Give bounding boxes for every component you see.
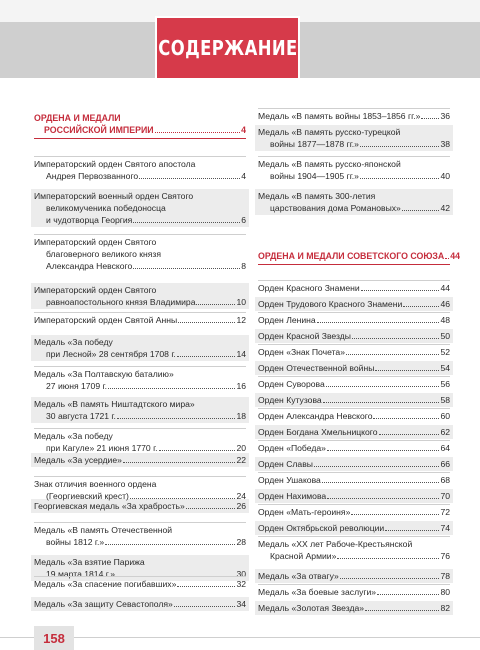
toc-line	[258, 202, 450, 214]
toc-title: Орден Отечественной войны	[258, 363, 375, 373]
toc-line	[34, 380, 246, 392]
dot-leader	[186, 508, 236, 509]
toc-page-number: 62	[440, 427, 450, 437]
toc-title: войны 1877—1878 гг.»	[270, 139, 359, 149]
toc-line	[34, 442, 246, 454]
toc-line	[258, 282, 450, 294]
toc-line	[34, 598, 246, 610]
toc-line	[34, 202, 246, 214]
entry-separator	[258, 280, 450, 281]
entry-separator	[258, 584, 450, 585]
toc-entry	[258, 378, 450, 390]
toc-page-number: 64	[440, 443, 450, 453]
dot-leader	[178, 322, 235, 323]
dot-leader	[352, 338, 439, 339]
toc-title: и чудотворца Георгия	[46, 215, 133, 225]
dot-leader	[351, 514, 439, 515]
toc-title: Георгиевская медаль «За храбрость»	[34, 501, 185, 511]
toc-title: Императорский военный орден Святого	[34, 191, 194, 201]
dot-leader	[322, 482, 440, 483]
toc-entry	[34, 158, 246, 182]
toc-title: при Кагуле» 21 июня 1770 г.	[46, 443, 158, 453]
entry-separator	[258, 156, 450, 157]
dot-leader	[385, 530, 439, 531]
toc-line	[34, 398, 246, 410]
toc-entry	[258, 586, 450, 598]
toc-entry	[34, 314, 246, 326]
toc-entry	[34, 190, 246, 226]
entry-separator	[34, 476, 246, 477]
entry-separator	[258, 344, 450, 345]
entry-separator	[258, 376, 450, 377]
toc-title: Орден Суворова	[258, 379, 325, 389]
toc-title: Императорский орден Святого	[34, 285, 157, 295]
toc-title: Императорский орден Святой Анны	[34, 315, 178, 325]
dot-leader	[403, 306, 439, 307]
dot-leader	[317, 322, 440, 323]
entry-separator	[258, 440, 450, 441]
title-tab	[155, 16, 300, 80]
toc-page-number: 46	[440, 299, 450, 309]
toc-entry	[34, 430, 246, 454]
toc-page-number: 26	[236, 501, 246, 511]
dot-leader	[445, 258, 449, 259]
dot-leader	[196, 304, 235, 305]
dot-leader	[377, 594, 439, 595]
toc-line	[258, 346, 450, 358]
toc-page-number: 30	[236, 569, 246, 579]
toc-title: Медаль «В память войны 1853–1856 гг.»	[258, 111, 421, 121]
dot-leader	[177, 356, 236, 357]
toc-page-number: 76	[440, 551, 450, 561]
toc-line	[258, 330, 450, 342]
toc-line	[34, 190, 246, 202]
dot-leader	[155, 132, 240, 133]
toc-line	[34, 430, 246, 442]
toc-title: Медаль «За спасение погибавших»	[34, 579, 177, 589]
toc-line	[34, 260, 246, 272]
toc-line	[258, 550, 450, 562]
toc-line	[258, 538, 450, 550]
toc-entry	[258, 346, 450, 358]
toc-title: Медаль «За отвагу»	[258, 571, 339, 581]
toc-page-number: 12	[236, 315, 246, 325]
dot-leader	[314, 466, 440, 467]
toc-entry	[258, 474, 450, 486]
toc-title: Орден Нахимова	[258, 491, 327, 501]
toc-page-number: 52	[440, 347, 450, 357]
toc-title: Медаль «За усердие»	[34, 455, 122, 465]
section-underline	[34, 138, 246, 139]
toc-title: Орден Красного Знамени	[258, 283, 360, 293]
toc-title: царствования дома Романовых»	[270, 203, 401, 213]
toc-title: Медаль «Золотая Звезда»	[258, 603, 365, 613]
toc-title: Императорский орден Святого	[34, 237, 157, 247]
entry-separator	[34, 366, 246, 367]
toc-line	[34, 296, 246, 308]
toc-line	[258, 586, 450, 598]
dot-leader	[105, 544, 235, 545]
toc-line	[258, 410, 450, 422]
toc-line	[34, 158, 246, 170]
toc-page-number: 20	[236, 443, 246, 453]
dot-leader	[123, 462, 236, 463]
toc-entry	[34, 524, 246, 548]
toc-title: Орден Славы	[258, 459, 313, 469]
toc-title: Орден Александра Невского	[258, 411, 373, 421]
toc-page-number: 50	[440, 331, 450, 341]
toc-entry	[34, 478, 246, 502]
entry-separator	[34, 156, 246, 157]
toc-line	[34, 410, 246, 422]
toc-page-number: 22	[236, 455, 246, 465]
toc-entry	[34, 398, 246, 422]
toc-line	[258, 190, 450, 202]
dot-leader	[323, 402, 440, 403]
toc-line	[258, 426, 450, 438]
dot-leader	[327, 498, 439, 499]
toc-title: Медаль «В память Отечественной	[34, 525, 173, 535]
toc-line	[34, 500, 246, 512]
toc-page-number: 34	[236, 599, 246, 609]
entry-separator	[34, 522, 246, 523]
toc-entry	[258, 394, 450, 406]
toc-entry	[258, 426, 450, 438]
toc-page-number: 56	[440, 379, 450, 389]
toc-page-number: 18	[236, 411, 246, 421]
toc-line	[34, 124, 246, 136]
dot-leader	[117, 418, 236, 419]
toc-entry	[34, 336, 246, 360]
toc-title: благоверного великого князя	[46, 249, 161, 259]
entry-separator	[34, 428, 246, 429]
dot-leader	[346, 354, 439, 355]
toc-entry	[258, 602, 450, 614]
toc-line	[34, 556, 246, 568]
toc-page-number: 28	[236, 537, 246, 547]
toc-line	[258, 298, 450, 310]
dot-leader	[174, 606, 236, 607]
toc-section-heading	[34, 112, 246, 136]
toc-line	[258, 126, 450, 138]
toc-line	[258, 378, 450, 390]
toc-line	[258, 110, 450, 122]
toc-entry	[258, 570, 450, 582]
toc-title: Александра Невского	[46, 261, 133, 271]
dot-leader	[361, 290, 440, 291]
page-title: СОДЕРЖАНИЕ	[157, 36, 298, 60]
toc-line	[258, 506, 450, 518]
toc-title: Медаль «За защиту Севастополя»	[34, 599, 173, 609]
dot-leader	[421, 118, 439, 119]
toc-entry	[34, 500, 246, 512]
toc-title: 19 марта 1814 г.»	[46, 569, 115, 579]
toc-title: Медаль «За взятие Парижа	[34, 557, 145, 567]
toc-title: Медаль «В память русско-японской	[258, 159, 401, 169]
toc-line	[258, 362, 450, 374]
entry-separator	[34, 576, 246, 577]
toc-line	[258, 442, 450, 454]
toc-page-number: 24	[236, 491, 246, 501]
toc-line	[34, 536, 246, 548]
toc-line	[258, 314, 450, 326]
toc-title: великомученика победоносца	[46, 203, 166, 213]
toc-line	[258, 490, 450, 502]
toc-page-number: 54	[440, 363, 450, 373]
toc-page-number: 66	[440, 459, 450, 469]
toc-title: Орден Богдана Хмельницкого	[258, 427, 378, 437]
toc-entry	[258, 490, 450, 502]
toc-title: (Георгиевский крест)	[46, 491, 129, 501]
dot-leader	[360, 178, 439, 179]
toc-line	[34, 578, 246, 590]
toc-page-number: 32	[236, 579, 246, 589]
toc-entry	[258, 506, 450, 518]
toc-line	[34, 284, 246, 296]
toc-page-number: 78	[440, 571, 450, 581]
toc-entry	[258, 190, 450, 214]
toc-line	[258, 158, 450, 170]
page-number: 158	[34, 626, 74, 650]
toc-line	[34, 236, 246, 248]
toc-title: равноапостольного князя Владимира	[46, 297, 196, 307]
toc-title: при Лесной» 28 сентября 1708 г.	[46, 349, 176, 359]
toc-page-number: 74	[440, 523, 450, 533]
entry-separator	[34, 234, 246, 235]
toc-line	[34, 112, 246, 124]
dot-leader	[130, 498, 236, 499]
toc-title: Медаль «В память русско-турецкой	[258, 127, 401, 137]
toc-entry	[258, 410, 450, 422]
toc-title: Медаль «За победу	[34, 337, 113, 347]
toc-entry	[258, 298, 450, 310]
toc-entry	[258, 314, 450, 326]
dot-leader	[379, 434, 440, 435]
toc-title: Орден Ленина	[258, 315, 316, 325]
toc-line	[258, 522, 450, 534]
toc-line	[258, 138, 450, 150]
dot-leader	[108, 388, 235, 389]
toc-title: Медаль «За Полтавскую баталию»	[34, 369, 174, 379]
toc-title: Орден Трудового Красного Знамени	[258, 299, 403, 309]
toc-page-number: 70	[440, 491, 450, 501]
toc-title: РОССИЙСКОЙ ИМПЕРИИ	[44, 125, 154, 135]
toc-title: Знак отличия военного ордена	[34, 479, 157, 489]
toc-title: Андрея Первозванного	[46, 171, 139, 181]
toc-page-number: 38	[440, 139, 450, 149]
toc-page-number: 82	[440, 603, 450, 613]
dot-leader	[327, 450, 440, 451]
entry-separator	[258, 408, 450, 409]
toc-entry	[258, 330, 450, 342]
toc-title: Медаль «В память 300-летия	[258, 191, 376, 201]
dot-leader	[159, 450, 236, 451]
entry-separator	[258, 504, 450, 505]
toc-title: Медаль «За победу	[34, 431, 113, 441]
toc-page-number: 60	[440, 411, 450, 421]
toc-title: войны 1812 г.»	[46, 537, 105, 547]
toc-line	[258, 474, 450, 486]
entry-separator	[34, 312, 246, 313]
dot-leader	[340, 578, 440, 579]
toc-line	[34, 454, 246, 466]
toc-page-number: 16	[236, 381, 246, 391]
toc-title: Орден Кутузова	[258, 395, 322, 405]
toc-title: Медаль «XX лет Рабоче-Крестьянской	[258, 539, 413, 549]
toc-page-number: 14	[236, 349, 246, 359]
toc-entry	[258, 110, 450, 122]
toc-line	[34, 170, 246, 182]
toc-line	[34, 248, 246, 260]
toc-title: 27 июня 1709 г.	[46, 381, 107, 391]
toc-page-number: 44	[450, 251, 461, 261]
toc-line	[34, 314, 246, 326]
toc-title: Орден «Знак Почета»	[258, 347, 345, 357]
toc-line	[34, 524, 246, 536]
toc-line	[34, 368, 246, 380]
dot-leader	[139, 178, 240, 179]
toc-title: Орден «Мать-героиня»	[258, 507, 351, 517]
toc-entry	[34, 454, 246, 466]
toc-title: Медаль «В память Ништадтского мира»	[34, 399, 195, 409]
toc-entry	[258, 362, 450, 374]
toc-entry	[258, 282, 450, 294]
entry-separator	[258, 472, 450, 473]
dot-leader	[177, 586, 235, 587]
toc-entry	[34, 578, 246, 590]
dot-leader	[373, 418, 439, 419]
toc-page-number: 48	[440, 315, 450, 325]
entry-separator	[258, 312, 450, 313]
toc-title: Медаль «За боевые заслуги»	[258, 587, 377, 597]
toc-page-number: 6	[241, 215, 246, 225]
toc-page-number: 42	[440, 203, 450, 213]
toc-line	[34, 336, 246, 348]
toc-entry	[258, 158, 450, 182]
toc-entry	[258, 442, 450, 454]
dot-leader	[133, 268, 240, 269]
toc-line	[258, 170, 450, 182]
toc-entry	[34, 368, 246, 392]
toc-page-number: 10	[236, 297, 246, 307]
toc-title: Орден Ушакова	[258, 475, 321, 485]
toc-page-number: 72	[440, 507, 450, 517]
toc-line	[34, 348, 246, 360]
toc-title: Красной Армии»	[270, 551, 337, 561]
dot-leader	[337, 558, 439, 559]
toc-entry	[34, 598, 246, 610]
dot-leader	[326, 386, 440, 387]
dot-leader	[375, 370, 439, 371]
toc-line	[34, 214, 246, 226]
toc-title: ОРДЕНА И МЕДАЛИ	[34, 113, 121, 123]
toc-title: ОРДЕНА И МЕДАЛИ СОВЕТСКОГО СОЮЗА	[258, 251, 445, 261]
dot-leader	[365, 610, 439, 611]
toc-page-number: 68	[440, 475, 450, 485]
toc-line	[258, 458, 450, 470]
toc-entry	[34, 236, 246, 272]
toc-title: Орден «Победа»	[258, 443, 326, 453]
section-underline	[258, 264, 450, 265]
toc-entry	[258, 126, 450, 150]
toc-line	[258, 250, 461, 262]
toc-title: Императорский орден Святого апостола	[34, 159, 196, 169]
toc-page-number: 80	[440, 587, 450, 597]
toc-page-number: 58	[440, 395, 450, 405]
dot-leader	[360, 146, 439, 147]
toc-section-heading	[258, 250, 461, 262]
toc-page-number: 8	[241, 261, 246, 271]
toc-page-number: 4	[241, 125, 246, 135]
toc-entry	[258, 538, 450, 562]
toc-page-number: 44	[440, 283, 450, 293]
toc-title: 30 августа 1721 г.	[46, 411, 116, 421]
toc-page-number: 4	[241, 171, 246, 181]
toc-title: войны 1904—1905 гг.»	[270, 171, 359, 181]
dot-leader	[402, 210, 440, 211]
toc-entry	[258, 458, 450, 470]
toc-line	[258, 394, 450, 406]
entry-separator	[258, 536, 450, 537]
dot-leader	[133, 222, 240, 223]
toc-title: Орден Красной Звезды	[258, 331, 351, 341]
toc-page-number: 36	[440, 111, 450, 121]
toc-entry	[258, 522, 450, 534]
toc-line	[258, 570, 450, 582]
toc-line	[34, 478, 246, 490]
toc-line	[258, 602, 450, 614]
toc-entry	[34, 284, 246, 308]
entry-separator	[258, 108, 450, 109]
toc-page-number: 40	[440, 171, 450, 181]
toc-title: Орден Октябрьской революции	[258, 523, 385, 533]
